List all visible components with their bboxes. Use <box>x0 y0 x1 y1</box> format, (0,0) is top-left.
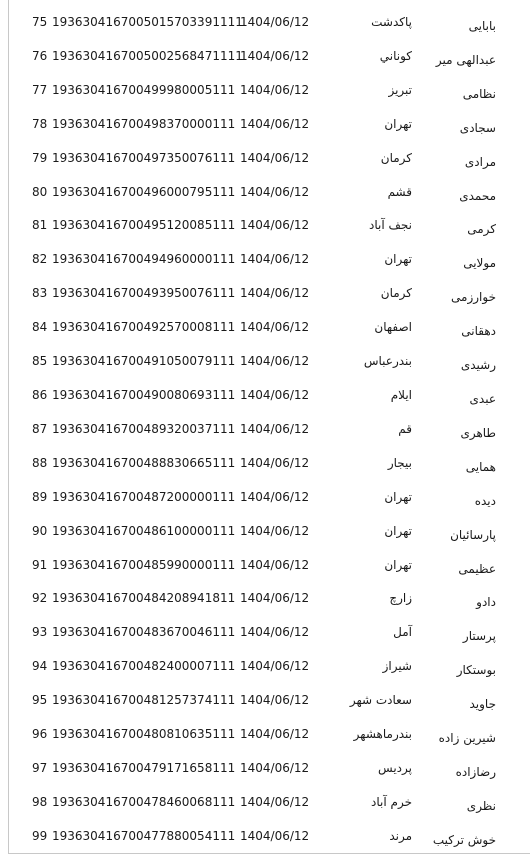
date-cell: 1404/06/12 <box>240 727 310 742</box>
date-cell: 1404/06/12 <box>240 218 310 233</box>
date-cell: 1404/06/12 <box>240 116 310 131</box>
name-cell: نظامی <box>462 86 496 101</box>
name-cell: بابایی <box>468 19 496 33</box>
tracking-code: 193630416700495120085111 <box>52 218 236 233</box>
date-cell: 1404/06/12 <box>240 286 310 301</box>
name-cell: مولایی <box>463 256 496 271</box>
name-cell: پرستار <box>462 629 496 644</box>
tracking-code: 193630416700490080693111 <box>52 387 236 402</box>
city-cell: کوناني <box>379 48 412 63</box>
table-row <box>0 251 530 285</box>
name-cell: دادو <box>476 595 496 610</box>
row-number: 77 <box>32 82 48 97</box>
city-cell: تهران <box>384 523 412 538</box>
city-cell: مرند <box>389 828 412 843</box>
tracking-code: 193630416700491050079111 <box>52 354 236 369</box>
row-number: 80 <box>32 184 48 199</box>
tracking-code: 193630416700480810635111 <box>52 727 236 742</box>
tracking-code: 1936304167005002568471111 <box>52 48 243 63</box>
date-cell: 1404/06/12 <box>240 591 310 606</box>
name-cell: شیرین زاده <box>438 731 496 746</box>
table-row <box>0 14 530 48</box>
city-cell: پاکدشت <box>371 15 412 29</box>
city-cell: نجف آباد <box>369 218 412 233</box>
table-row <box>0 590 530 624</box>
name-cell: عبدی <box>469 391 496 406</box>
date-cell: 1404/06/12 <box>240 523 310 538</box>
city-cell: آمل <box>393 625 412 640</box>
table-row <box>0 726 530 760</box>
row-number: 76 <box>32 48 48 63</box>
tracking-code: 193630416700485990000111 <box>52 557 236 572</box>
row-number: 81 <box>32 218 48 233</box>
name-cell: رضازاده <box>455 764 496 779</box>
name-cell: سجادی <box>459 120 496 135</box>
city-cell: سعادت شهر <box>349 693 412 708</box>
table-row <box>0 217 530 251</box>
date-cell: 1404/06/12 <box>240 184 310 199</box>
row-number: 78 <box>32 116 48 131</box>
name-cell: مرادی <box>464 154 496 169</box>
name-cell: طاهری <box>460 425 496 440</box>
row-number: 98 <box>32 794 48 809</box>
city-cell: پردیس <box>378 760 412 775</box>
city-cell: بیجار <box>387 455 412 470</box>
table-row <box>0 387 530 421</box>
city-cell: تهران <box>384 557 412 572</box>
row-number: 86 <box>32 387 48 402</box>
row-number: 90 <box>32 523 48 538</box>
table-row <box>0 794 530 828</box>
date-cell: 1404/06/12 <box>240 82 310 97</box>
tracking-code: 193630416700482400007111 <box>52 659 236 674</box>
row-number: 89 <box>32 489 48 504</box>
row-number: 85 <box>32 354 48 369</box>
date-cell: 1404/06/12 <box>240 320 310 335</box>
table-row <box>0 421 530 455</box>
row-number: 82 <box>32 252 48 267</box>
date-cell: 1404/06/12 <box>240 354 310 369</box>
table-row <box>0 557 530 591</box>
table-row <box>0 116 530 150</box>
date-cell: 1404/06/12 <box>240 828 310 843</box>
tracking-code: 193630416700488830665111 <box>52 455 236 470</box>
tracking-code: 193630416700497350076111 <box>52 150 236 165</box>
row-number: 97 <box>32 760 48 775</box>
name-cell: رشیدی <box>460 358 496 373</box>
tracking-code: 193630416700477880054111 <box>52 828 236 843</box>
date-cell: 1404/06/12 <box>240 455 310 470</box>
city-cell: اصفهان <box>374 320 412 335</box>
table-row <box>0 828 530 862</box>
date-cell: 1404/06/12 <box>240 489 310 504</box>
row-number: 93 <box>32 625 48 640</box>
date-cell: 1404/06/12 <box>240 557 310 572</box>
city-cell: قم <box>398 421 412 436</box>
table-row <box>0 523 530 557</box>
table-row <box>0 489 530 523</box>
table-row <box>0 353 530 387</box>
name-cell: دیده <box>474 493 496 508</box>
tracking-code: 1936304167005015703391111 <box>52 15 243 29</box>
name-cell: عظیمی <box>458 561 496 576</box>
tracking-code: 193630416700489320037111 <box>52 421 236 436</box>
row-number: 84 <box>32 320 48 335</box>
tracking-code: 193630416700484208941811 <box>52 591 236 606</box>
city-cell: بندرماهشهر <box>353 727 412 742</box>
tracking-code: 193630416700483670046111 <box>52 625 236 640</box>
city-cell: تبریز <box>388 82 412 97</box>
date-cell: 1404/06/12 <box>240 794 310 809</box>
date-cell: 1404/06/12 <box>240 693 310 708</box>
date-cell: 1404/06/12 <box>240 150 310 165</box>
table-row <box>0 455 530 489</box>
name-cell: خوارزمی <box>451 290 496 305</box>
row-number: 87 <box>32 421 48 436</box>
table-row <box>0 82 530 116</box>
name-cell: محمدی <box>459 188 496 203</box>
table-row <box>0 658 530 692</box>
table-row <box>0 48 530 82</box>
row-number: 96 <box>32 727 48 742</box>
tracking-code: 193630416700498370000111 <box>52 116 236 131</box>
date-cell: 1404/06/12 <box>240 421 310 436</box>
name-cell: جاوید <box>469 697 496 712</box>
row-number: 92 <box>32 591 48 606</box>
city-cell: کرمان <box>380 286 412 301</box>
row-number: 91 <box>32 557 48 572</box>
date-cell: 1404/06/12 <box>240 659 310 674</box>
table-row <box>0 150 530 184</box>
tracking-code: 193630416700494960000111 <box>52 252 236 267</box>
name-cell: کرمی <box>467 222 496 237</box>
city-cell: زارچ <box>389 591 412 606</box>
tracking-code: 193630416700487200000111 <box>52 489 236 504</box>
row-number: 75 <box>32 15 48 29</box>
date-cell: 1404/06/12 <box>240 15 310 29</box>
row-number: 99 <box>32 828 48 843</box>
row-number: 79 <box>32 150 48 165</box>
table-row <box>0 285 530 319</box>
city-cell: کرمان <box>380 150 412 165</box>
tracking-code: 193630416700479171658111 <box>52 760 236 775</box>
city-cell: بندرعباس <box>363 354 412 369</box>
date-cell: 1404/06/12 <box>240 252 310 267</box>
table-row <box>0 184 530 218</box>
city-cell: تهران <box>384 489 412 504</box>
date-cell: 1404/06/12 <box>240 760 310 775</box>
city-cell: خرم آباد <box>371 794 412 809</box>
table-row <box>0 760 530 794</box>
date-cell: 1404/06/12 <box>240 387 310 402</box>
row-number: 88 <box>32 455 48 470</box>
name-cell: پارسائیان <box>450 527 496 542</box>
tracking-code: 193630416700478460068111 <box>52 794 236 809</box>
tracking-code: 193630416700493950076111 <box>52 286 236 301</box>
name-cell: بوستکار <box>456 663 496 678</box>
row-number: 83 <box>32 286 48 301</box>
table-row <box>0 319 530 353</box>
city-cell: قشم <box>387 184 412 199</box>
city-cell: ایلام <box>390 387 412 402</box>
name-cell: نظری <box>466 798 496 813</box>
name-cell: همایی <box>465 459 496 474</box>
records-table <box>0 14 530 862</box>
table-row <box>0 624 530 658</box>
city-cell: شیراز <box>382 659 412 674</box>
row-number: 95 <box>32 693 48 708</box>
name-cell: عبدالهی میر <box>435 52 496 67</box>
name-cell: خوش ترکیب <box>432 832 496 847</box>
table-row <box>0 692 530 726</box>
tracking-code: 193630416700486100000111 <box>52 523 236 538</box>
row-number: 94 <box>32 659 48 674</box>
city-cell: تهران <box>384 116 412 131</box>
tracking-code: 193630416700492570008111 <box>52 320 236 335</box>
date-cell: 1404/06/12 <box>240 625 310 640</box>
date-cell: 1404/06/12 <box>240 48 310 63</box>
city-cell: تهران <box>384 252 412 267</box>
name-cell: دهقانی <box>461 324 496 339</box>
tracking-code: 193630416700496000795111 <box>52 184 236 199</box>
tracking-code: 193630416700481257374111 <box>52 693 236 708</box>
tracking-code: 193630416700499980005111 <box>52 82 236 97</box>
